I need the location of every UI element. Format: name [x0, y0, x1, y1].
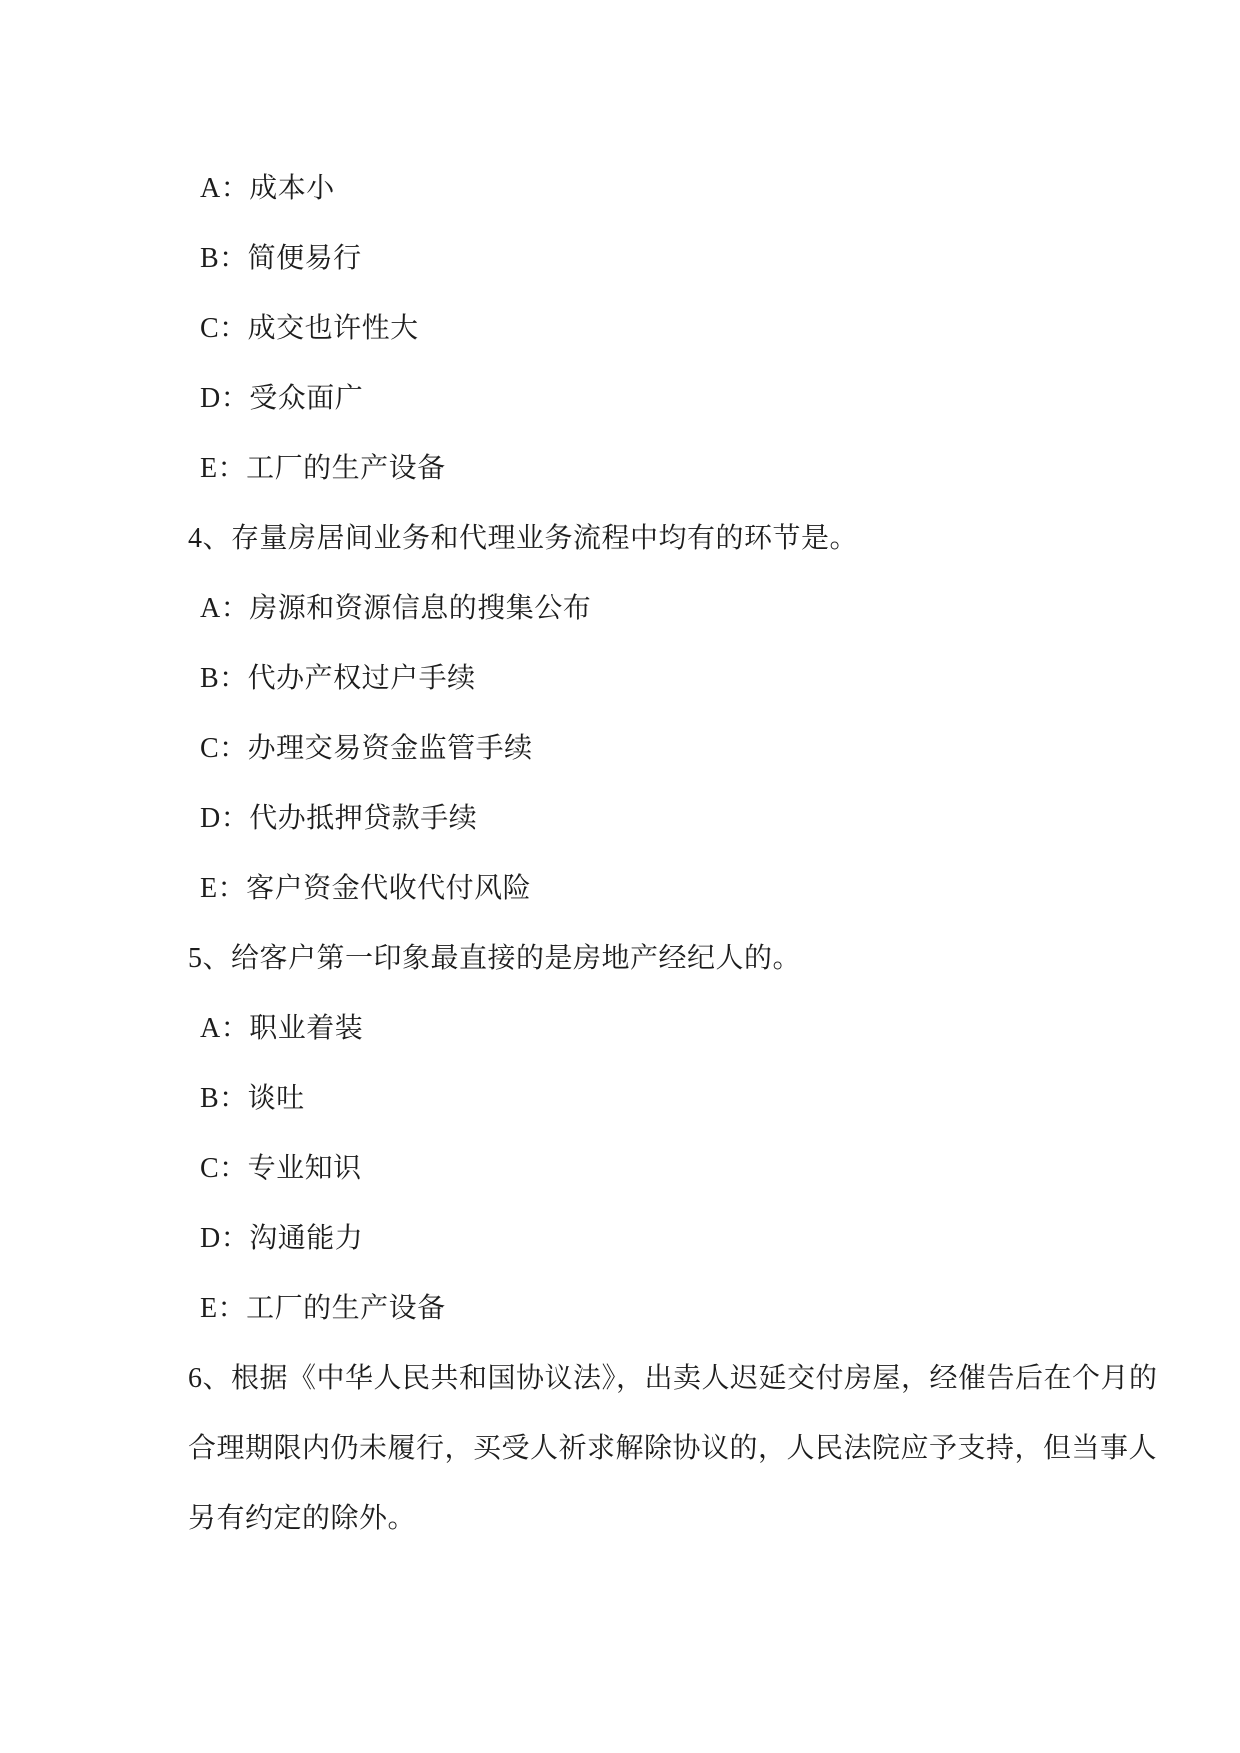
option-line-c1: C：成交也许性大 — [200, 313, 419, 344]
option-line-c4: C：办理交易资金监管手续 — [200, 733, 533, 764]
option-line-d5: D：沟通能力 — [200, 1223, 364, 1254]
option-line-e1: E：工厂的生产设备 — [200, 453, 446, 484]
option-line-d4: D：代办抵押贷款手续 — [200, 803, 478, 834]
option-line-a5: A：职业着装 — [200, 1013, 364, 1044]
question-6-wrap-line: 合理期限内仍未履行，买受人祈求解除协议的，人民法院应予支持，但当事人 — [188, 1433, 1158, 1464]
question-6-last-line: 另有约定的除外。 — [188, 1503, 417, 1534]
option-line-b4: B：代办产权过户手续 — [200, 663, 476, 694]
question-line-4: 4、存量房居间业务和代理业务流程中均有的环节是。 — [188, 523, 859, 554]
option-line-b5: B：谈吐 — [200, 1083, 305, 1114]
option-line-a4: A：房源和资源信息的搜集公布 — [200, 593, 592, 624]
option-line-b1: B：简便易行 — [200, 243, 362, 274]
option-line-e5: E：工厂的生产设备 — [200, 1293, 446, 1324]
option-line-e4: E：客户资金代收代付风险 — [200, 873, 532, 904]
question-line-5: 5、给客户第一印象最直接的是房地产经纪人的。 — [188, 943, 802, 974]
option-line-a1: A：成本小 — [200, 173, 335, 204]
option-line-d1: D：受众面广 — [200, 383, 364, 414]
question-line-6: 6、根据《中华人民共和国协议法》，出卖人迟延交付房屋，经催告后在个月的 — [188, 1363, 1158, 1394]
option-line-c5: C：专业知识 — [200, 1153, 362, 1184]
